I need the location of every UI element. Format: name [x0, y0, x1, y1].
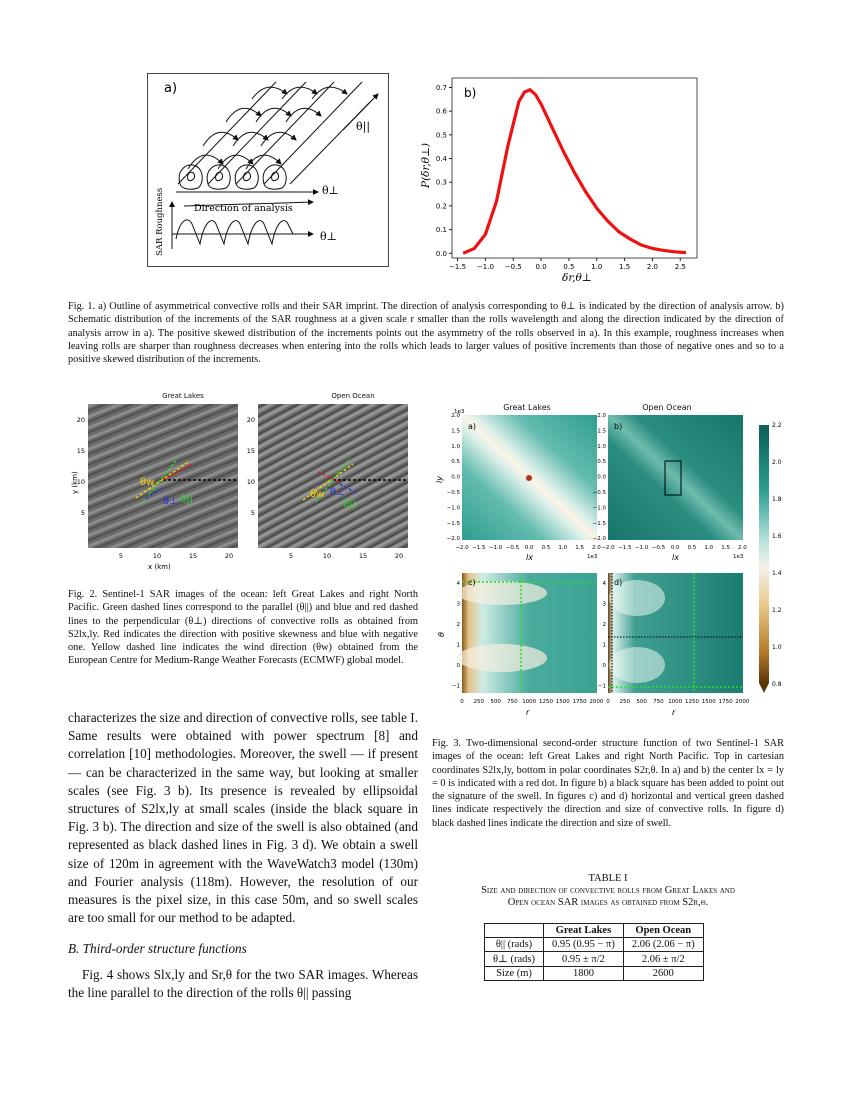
- x-tick-label: 0.0: [535, 263, 547, 271]
- fig3-top-ytick: 1.0: [597, 443, 606, 450]
- fig1-panel-b: [412, 70, 702, 285]
- fig3-bottom-ytick: −1: [451, 683, 460, 690]
- fig2-left-title: Great Lakes: [162, 392, 204, 400]
- colorbar-tick: 2.2: [772, 422, 782, 429]
- fig3-top-xtick: 0.0: [524, 545, 534, 551]
- label-c: c): [468, 578, 476, 587]
- fig2-sar-images: [68, 402, 418, 572]
- fig3-bottom-xtick: 2000: [589, 699, 604, 705]
- label-d: d): [614, 578, 623, 587]
- distribution-curve: [463, 90, 686, 254]
- body-paragraph-2: Fig. 4 shows Slx,ly and Sr,θ for the two SAR images. Whereas the line parallel to the direction of the rolls θ|| passing: [68, 967, 418, 1001]
- rolls-schematic: [148, 74, 388, 266]
- fig3: [432, 403, 787, 718]
- fig3-ylabel-bottom: θ: [437, 632, 446, 637]
- y-tick-label: 0.0: [435, 249, 447, 258]
- fig2-right-thperp: θ⊥: [330, 487, 345, 498]
- panel-b-map: [608, 415, 743, 540]
- fig3-bottom-ytick: 4: [602, 581, 606, 587]
- fig3-xlabel-c: r: [526, 708, 530, 717]
- table-cell: 2.06 (2.06 − π): [623, 938, 703, 952]
- fig3-top-xtick: −1.5: [472, 545, 486, 551]
- fig3-top-xtick: 1.0: [704, 545, 714, 551]
- fig3-bottom-xtick: 1000: [668, 699, 683, 705]
- fig3-bottom-xtick: 1750: [718, 699, 733, 705]
- y-tick-label: 0.4: [435, 155, 447, 164]
- fig3-bottom-ytick: 0: [602, 663, 606, 669]
- fig3-bottom-xtick: 0: [460, 699, 464, 705]
- fig3-bottom-ytick: 1: [456, 642, 460, 649]
- fig3-top-xtick: 1.0: [558, 545, 568, 551]
- fig3-top-xtick: −0.5: [505, 545, 520, 551]
- fig3-bottom-xtick: 500: [490, 699, 501, 705]
- fig3-bottom-ytick: −1: [597, 683, 606, 690]
- table-cell: θ|| (rads): [485, 938, 544, 952]
- fig3-top-ytick: −2.0: [592, 536, 606, 543]
- fig1-caption: Fig. 1. a) Outline of asymmetrical convective rolls and their SAR imprint. The direction of analysis corresponding to θ⊥ is indicated by the direction of analysis arrow. b) Schematic distribution of the increments of the SAR roughness at a given scale r smaller than the rolls wavelength and along the direction indicated by the direction of analysis arrow in a). The positive skewed distribution of the increments points out the asymmetry of the rolls observed in a). In this example, roughness increases when leaving rolls are sharper than roughness decreases when entering into the rolls which leads to larger values of positive increments than those of negative ones and so to a positive skewed distribution of the increments.: [68, 301, 784, 366]
- fig2-xlabel: x (km): [148, 563, 171, 571]
- fig3-top-ytick: 0.0: [597, 474, 606, 481]
- fig3-structure-functions: [432, 403, 787, 718]
- fig1b-ylabel: P(δr,θ⊥): [420, 143, 432, 188]
- fig3-bottom-xtick: 1500: [555, 699, 570, 705]
- fig3-top-ytick: −1.0: [446, 505, 460, 512]
- fig3-bottom-xtick: 1000: [522, 699, 537, 705]
- fig2-right-title: Open Ocean: [331, 392, 375, 400]
- fig2-ytick: 15: [76, 447, 85, 455]
- colorbar-tick: 1.6: [772, 533, 782, 540]
- fig3-bottom-xtick: 750: [507, 699, 518, 705]
- table1-title-1: Size and direction of convective rolls from Great Lakes and: [481, 885, 735, 896]
- fig1b-xlabel: δr,θ⊥: [562, 272, 592, 284]
- fig2-xtick: 10: [152, 552, 162, 560]
- fig3-top-ytick: 2.0: [451, 413, 460, 419]
- y-tick-label: 0.1: [435, 226, 447, 235]
- theta-par-label: θ||: [356, 120, 371, 133]
- fig2-xtick: 5: [288, 552, 294, 560]
- fig3-top-xtick: −1.0: [488, 545, 503, 551]
- fig3-top-xtick: −1.0: [634, 545, 649, 551]
- y-tick-label: 0.2: [435, 202, 447, 211]
- fig3-top-xtick: −2.0: [601, 545, 615, 551]
- label-a: a): [468, 422, 477, 431]
- fig3-top-ytick: −1.0: [592, 505, 606, 512]
- table-cell: 2600: [623, 967, 703, 981]
- fig3-bottom-xtick: 750: [653, 699, 664, 705]
- fig3-bottom-xtick: 1250: [539, 699, 553, 705]
- colorbar: [759, 425, 769, 683]
- fig2-right-thpar: θ||: [343, 499, 356, 510]
- fig2-xtick: 20: [224, 552, 234, 560]
- table-cell: 0.95 (0.95 − π): [544, 938, 624, 952]
- fig3-bottom-xtick: 1500: [701, 699, 716, 705]
- fig3-bottom-xtick: 2000: [735, 699, 750, 705]
- table-cell: θ⊥ (rads): [485, 952, 544, 967]
- fig2-ytick: 10: [76, 478, 85, 486]
- fig3-top-xtick: 2.0: [738, 545, 747, 551]
- fig2-right-thw: θw: [310, 489, 325, 500]
- colorbar-tick: 1.8: [772, 496, 782, 503]
- fig2-ylabel: y (km): [71, 471, 79, 494]
- fig2-xtick: 15: [358, 552, 368, 560]
- x-tick-label: −1.5: [449, 263, 467, 271]
- fig2-left-thpar: θ||: [180, 494, 193, 505]
- fig3-top-ytick: −1.5: [592, 520, 606, 527]
- fig3-bottom-xtick: 500: [636, 699, 647, 705]
- table-header: Great Lakes: [544, 924, 624, 938]
- fig2-left-thperp: θ⊥: [163, 496, 178, 507]
- fig3-top-xtick: −2.0: [455, 545, 469, 551]
- fig3-top-ytick: 0.5: [451, 459, 460, 466]
- table-row: [485, 938, 704, 952]
- table-cell: 2.06 ± π/2: [623, 952, 703, 967]
- colorbar-extend: [759, 683, 769, 693]
- label-b: b): [614, 422, 623, 431]
- x-tick-label: −0.5: [504, 263, 522, 271]
- theta-perp-bottom-label: θ⊥: [320, 230, 337, 243]
- y-tick-label: 0.7: [435, 83, 447, 92]
- fig3-bottom-xtick: 1250: [685, 699, 699, 705]
- fig3-top-ytick: 1.5: [597, 428, 606, 435]
- fig3-top-ytick: 1.0: [451, 443, 460, 450]
- colorbar-tick: 1.0: [772, 644, 782, 651]
- fig2-ytick: 5: [250, 509, 255, 517]
- colorbar-tick: 1.2: [772, 607, 782, 614]
- table-header: [485, 924, 544, 938]
- fig3-right-title: Open Ocean: [642, 403, 692, 412]
- fig3-bottom-xtick: 1750: [572, 699, 587, 705]
- fig1b-label: b): [464, 86, 477, 100]
- exp-label-top: 1e3: [454, 409, 465, 415]
- colorbar-tick: 0.8: [772, 681, 782, 688]
- table1-label: TABLE I: [588, 873, 628, 884]
- fig3-top-ytick: 2.0: [597, 413, 606, 419]
- fig2-ytick: 20: [246, 416, 255, 424]
- table-cell: Size (m): [485, 967, 544, 981]
- table-cell: 1800: [544, 967, 624, 981]
- fig3-top-ytick: −0.5: [592, 490, 606, 496]
- y-tick-label: 0.5: [435, 131, 447, 140]
- fig3-bottom-xtick: 250: [473, 699, 485, 705]
- fig3-bottom-ytick: 3: [602, 601, 606, 608]
- y-tick-label: 0.6: [435, 107, 447, 116]
- x-tick-label: 0.5: [563, 263, 575, 271]
- chart-frame: [452, 78, 697, 258]
- table-row: [485, 967, 704, 981]
- fig3-caption: Fig. 3. Two-dimensional second-order structure function of two Sentinel-1 SAR images of the ocean: left Great Lakes and right North Pacific. Top in cartesian coordinates S2lx,ly, bottom in polar coordinates S2r,θ. In a) and b) the center lx = ly = 0 is indicated with a red dot. In figure b) a black square has been added to point out the signature of the swell. In figures c) and d) horizontal and vertical green dashed lines indicate respectively the direction and size of convective rolls. In figure d) black dashed lines indicate the direction and size of swell.: [432, 738, 784, 829]
- fig2: [68, 392, 418, 572]
- fig3-top-xtick: 2.0: [592, 545, 601, 551]
- fig3-top-ytick: −1.5: [446, 520, 460, 527]
- sar-roughness-label: SAR Roughness: [155, 187, 165, 256]
- table-header: Open Ocean: [623, 924, 703, 938]
- y-tick-label: 0.3: [435, 178, 447, 187]
- fig3-bottom-xtick: 0: [606, 699, 610, 705]
- body-paragraph-1: characterizes the size and direction of convective rolls, see table I. Same results were obtained with power spectrum [8] and correlation [10] methodologies. Moreover, the swell — if present — can be characterized in the same way, but looking at smaller scales (see Fig. 3 b). Its presence is revealed by ellipsoidal structures of S2lx,ly at small scales (inside the black square in Fig. 3 b). The direction and size of the swell is also obtained (and represented as black dashed lines in Fig. 3 d). We obtain a swell size of 120m in agreement with the WaveWatch3 model (130m) and Fourier analysis (118m). However, the resolution of our measures is the pixel size, in this case 50m, and so swell scales are too small for our method to be adapted.: [68, 710, 418, 926]
- fig3-top-ytick: 0.5: [597, 459, 606, 466]
- panel-a-center-dot: [526, 475, 532, 481]
- exp-label-a: 1e3: [587, 554, 598, 560]
- x-tick-label: 2.5: [674, 263, 686, 271]
- table-row: [485, 952, 704, 967]
- fig3-top-ytick: 0.0: [451, 474, 460, 481]
- fig2-ytick: 10: [246, 478, 255, 486]
- fig3-top-xtick: 0.0: [670, 545, 680, 551]
- fig3-top-xtick: 0.5: [687, 545, 697, 551]
- fig3-ylabel-top: ly: [435, 476, 444, 483]
- fig3-top-xtick: −0.5: [651, 545, 666, 551]
- x-tick-label: 1.0: [591, 263, 603, 271]
- fig3-bottom-ytick: 2: [456, 622, 460, 628]
- fig3-xlabel-b: lx: [672, 553, 679, 562]
- fig2-left-thw: θw: [140, 477, 155, 488]
- fig3-top-xtick: 0.5: [541, 545, 551, 551]
- fig1a-label: a): [164, 81, 178, 96]
- theta-perp-label: θ⊥: [322, 184, 339, 197]
- distribution-chart: [412, 70, 702, 285]
- fig3-top-xtick: −1.5: [618, 545, 632, 551]
- fig2-xtick: 20: [394, 552, 404, 560]
- fig3-bottom-ytick: 0: [456, 663, 460, 669]
- fig1-panel-a: [147, 73, 389, 267]
- x-tick-label: 1.5: [619, 263, 631, 271]
- fig2-ytick: 15: [246, 447, 255, 455]
- fig2-xtick: 15: [188, 552, 198, 560]
- fig3-top-xtick: 1.5: [721, 545, 730, 551]
- fig3-top-xtick: 1.5: [575, 545, 584, 551]
- x-tick-label: −1.0: [476, 263, 494, 271]
- fig3-xlabel-d: r: [672, 708, 676, 717]
- section-heading: B. Third-order structure functions: [68, 941, 247, 956]
- fig3-top-ytick: −2.0: [446, 536, 460, 543]
- fig2-xtick: 5: [118, 552, 124, 560]
- fig2-xtick: 10: [322, 552, 332, 560]
- x-tick-label: 2.0: [646, 263, 659, 271]
- table1: [484, 923, 704, 981]
- table-cell: 0.95 ± π/2: [544, 952, 624, 967]
- fig3-bottom-ytick: 2: [602, 622, 606, 628]
- fig3-top-ytick: 1.5: [451, 428, 460, 435]
- open-ocean-sar-image: [258, 404, 408, 548]
- fig2-caption: Fig. 2. Sentinel-1 SAR images of the ocean: left Great Lakes and right North Pacific. Green dashed lines correspond to the parallel (θ||) and blue and red dashed lines to the perpendicular (θ⊥) directions of convective rolls as obtained from S2lx,ly. Red indicates the direction with positive skewness and blue with negative one. Yellow dashed line indicates the wind direction (θw) obtained from the European Centre for Medium-Range Weather Forecasts (ECMWF) global model.: [68, 589, 418, 667]
- fig3-bottom-ytick: 3: [456, 601, 460, 608]
- fig3-left-title: Great Lakes: [503, 403, 551, 412]
- colorbar-tick: 1.4: [772, 570, 782, 577]
- fig3-xlabel-a: lx: [526, 553, 533, 562]
- table1-title-2: Open ocean SAR images as obtained from S2r,θ.: [507, 897, 709, 908]
- fig2-ytick: 5: [80, 509, 85, 517]
- fig3-bottom-ytick: 1: [602, 642, 606, 649]
- fig2-ytick: 20: [76, 416, 85, 424]
- direction-of-analysis-label: Direction of analysis: [194, 203, 293, 214]
- colorbar-tick: 2.0: [772, 459, 782, 466]
- fig3-top-ytick: −0.5: [446, 490, 460, 496]
- fig3-bottom-xtick: 250: [619, 699, 631, 705]
- fig3-bottom-ytick: 4: [456, 581, 460, 587]
- exp-label-b: 1e3: [733, 554, 744, 560]
